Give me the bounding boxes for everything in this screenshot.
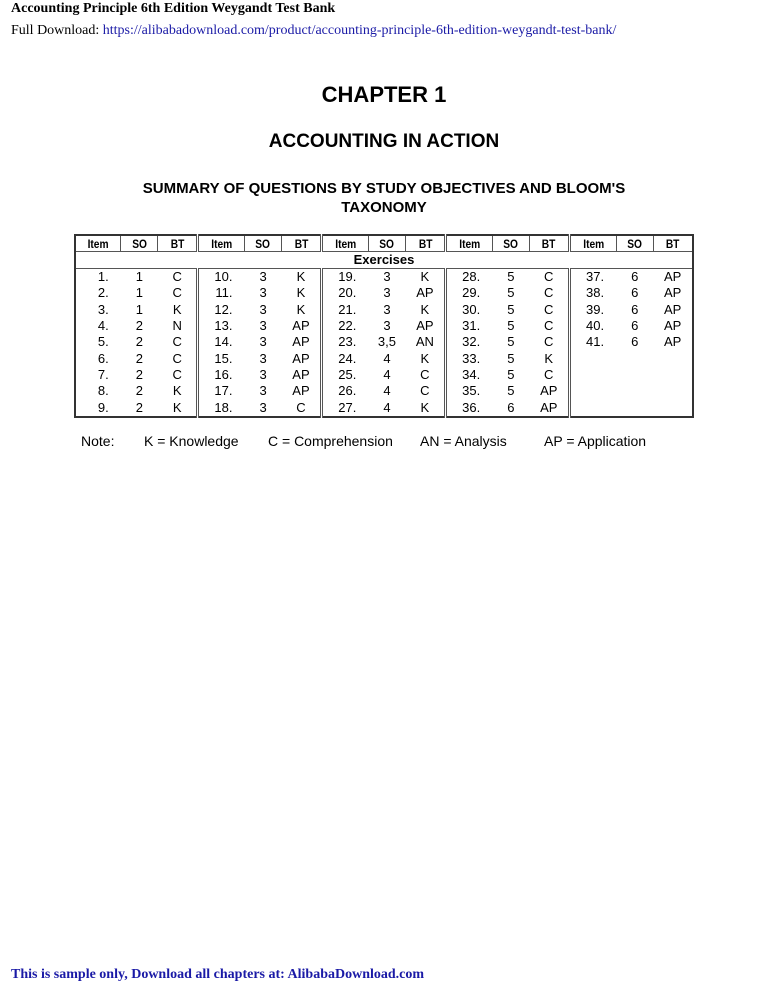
item-cell: 4. xyxy=(97,318,109,334)
item-cell: 41. xyxy=(570,334,617,350)
bt-cell: AP xyxy=(292,383,310,399)
item-cell: 33. xyxy=(446,350,493,366)
so-cell: 1 xyxy=(135,301,143,317)
item-cell: 11. xyxy=(198,285,245,301)
item-cell xyxy=(570,350,617,366)
so-cell: 3 xyxy=(259,350,267,366)
item-cell: 27. xyxy=(322,399,369,416)
bt-cell: K xyxy=(296,301,306,317)
item-cell: 14. xyxy=(198,334,245,350)
item-cell: 19. xyxy=(322,269,369,286)
column-header-so: SO xyxy=(371,235,403,252)
so-cell: 2 xyxy=(135,318,143,334)
item-cell: 30. xyxy=(446,302,493,318)
bt-cell: C xyxy=(544,269,554,285)
item-cell: 13. xyxy=(198,318,245,334)
bt-cell: C xyxy=(544,301,554,317)
column-header-item: Item xyxy=(449,235,489,252)
bt-cell: AP xyxy=(292,318,310,334)
bt-cell: AP xyxy=(540,383,558,399)
so-cell: 6 xyxy=(631,334,639,350)
so-cell: 3 xyxy=(259,383,267,399)
item-cell: 17. xyxy=(198,383,245,399)
so-cell xyxy=(616,350,653,366)
item-cell: 24. xyxy=(322,350,369,366)
column-header-so: SO xyxy=(619,235,651,252)
column-header-item: Item xyxy=(201,235,241,252)
so-cell: 6 xyxy=(631,301,639,317)
bt-cell: C xyxy=(544,285,554,301)
bt-cell: C xyxy=(544,366,554,382)
so-cell: 4 xyxy=(383,366,391,382)
column-header-bt: BT xyxy=(161,235,195,252)
column-header-bt: BT xyxy=(285,235,319,252)
so-cell: 2 xyxy=(135,383,143,399)
item-cell: 7. xyxy=(97,366,109,382)
bt-cell: C xyxy=(172,285,182,301)
table-row xyxy=(75,367,693,383)
so-cell: 5 xyxy=(507,269,515,285)
bt-cell: C xyxy=(296,399,306,415)
so-cell: 3 xyxy=(383,285,391,301)
bt-cell: K xyxy=(172,301,182,317)
table-row xyxy=(75,350,693,366)
so-cell: 1 xyxy=(135,269,143,285)
table-row xyxy=(75,302,693,318)
bt-cell: C xyxy=(544,318,554,334)
so-cell: 5 xyxy=(507,285,515,301)
so-cell: 6 xyxy=(631,318,639,334)
item-cell: 3. xyxy=(97,301,109,317)
summary-table xyxy=(74,234,694,418)
column-header-item: Item xyxy=(573,235,613,252)
so-cell xyxy=(616,383,653,399)
bt-cell: K xyxy=(420,269,430,285)
table-row xyxy=(75,383,693,399)
so-cell: 5 xyxy=(507,383,515,399)
bt-cell: K xyxy=(296,269,306,285)
column-header-so: SO xyxy=(123,235,155,252)
item-cell: 2. xyxy=(97,285,109,301)
item-cell: 23. xyxy=(322,334,369,350)
bt-cell xyxy=(653,383,693,399)
so-cell: 2 xyxy=(135,334,143,350)
bt-cell: K xyxy=(420,301,430,317)
item-cell: 20. xyxy=(322,285,369,301)
bt-cell: AP xyxy=(416,285,434,301)
item-cell: 5. xyxy=(97,334,109,350)
bt-cell: AP xyxy=(292,350,310,366)
bt-cell: AP xyxy=(664,318,682,334)
so-cell: 3 xyxy=(259,301,267,317)
bt-cell: N xyxy=(172,318,182,334)
bt-cell: C xyxy=(544,334,554,350)
bt-cell: C xyxy=(172,366,182,382)
so-cell: 2 xyxy=(135,399,143,415)
so-cell: 3 xyxy=(259,366,267,382)
bt-cell: AP xyxy=(292,366,310,382)
item-cell: 9. xyxy=(97,399,109,415)
chapter-title: ACCOUNTING IN ACTION xyxy=(268,131,500,152)
column-header-bt: BT xyxy=(409,235,443,252)
bt-cell xyxy=(653,399,693,416)
so-cell: 2 xyxy=(135,350,143,366)
so-cell: 3 xyxy=(259,269,267,285)
table-row xyxy=(75,285,693,301)
bt-cell: AP xyxy=(292,334,310,350)
item-cell: 18. xyxy=(198,399,245,416)
bt-cell: K xyxy=(420,399,430,415)
so-cell: 3 xyxy=(383,301,391,317)
bt-cell: AP xyxy=(664,285,682,301)
bt-cell: AP xyxy=(664,301,682,317)
item-cell xyxy=(570,367,617,383)
bt-cell: C xyxy=(172,269,182,285)
so-cell: 5 xyxy=(507,318,515,334)
item-cell: 8. xyxy=(97,383,109,399)
chapter-heading: CHAPTER 1 xyxy=(321,82,447,107)
item-cell: 32. xyxy=(446,334,493,350)
so-cell: 4 xyxy=(383,350,391,366)
item-cell: 34. xyxy=(446,367,493,383)
column-header-so: SO xyxy=(247,235,279,252)
bt-cell: C xyxy=(172,334,182,350)
item-cell: 21. xyxy=(322,302,369,318)
so-cell: 6 xyxy=(631,285,639,301)
bt-cell: AP xyxy=(664,334,682,350)
table-header-row xyxy=(75,235,693,252)
item-cell: 16. xyxy=(198,367,245,383)
item-cell: 6. xyxy=(97,350,109,366)
item-cell: 12. xyxy=(198,302,245,318)
item-cell: 1. xyxy=(97,269,109,285)
column-header-item: Item xyxy=(78,235,117,252)
note-application: AP = Application xyxy=(544,433,647,449)
so-cell: 3 xyxy=(259,318,267,334)
item-cell: 28. xyxy=(446,269,493,286)
table-row xyxy=(75,334,693,350)
bt-cell: C xyxy=(420,366,430,382)
table-row xyxy=(75,318,693,334)
bt-cell: AP xyxy=(416,318,434,334)
so-cell: 4 xyxy=(383,383,391,399)
download-label: Full Download: xyxy=(11,23,103,38)
column-header-so: SO xyxy=(495,235,527,252)
item-cell: 22. xyxy=(322,318,369,334)
item-cell: 25. xyxy=(322,367,369,383)
so-cell: 5 xyxy=(507,366,515,382)
bt-cell: K xyxy=(296,285,306,301)
so-cell: 5 xyxy=(507,334,515,350)
bt-cell: C xyxy=(420,383,430,399)
so-cell xyxy=(616,399,653,416)
so-cell: 3 xyxy=(259,399,267,415)
so-cell: 3 xyxy=(259,334,267,350)
item-cell: 36. xyxy=(446,399,493,416)
summary-title: SUMMARY OF QUESTIONS BY STUDY OBJECTIVES AND BLOOM'S TAXONOMY xyxy=(142,180,626,216)
item-cell: 15. xyxy=(198,350,245,366)
section-label: Exercises xyxy=(75,252,693,269)
document-header-title: Accounting Principle 6th Edition Weygandt Test Bank xyxy=(11,1,336,16)
item-cell: 31. xyxy=(446,318,493,334)
item-cell: 37. xyxy=(570,269,617,286)
so-cell: 4 xyxy=(383,399,391,415)
download-link[interactable]: https://alibabadownload.com/product/accounting-principle-6th-edition-weygandt-test-bank/ xyxy=(102,23,617,38)
so-cell: 3 xyxy=(259,285,267,301)
bt-cell: AP xyxy=(540,399,558,415)
item-cell: 26. xyxy=(322,383,369,399)
note-label: Note: xyxy=(81,433,115,449)
note-knowledge: K = Knowledge xyxy=(144,433,239,449)
column-header-item: Item xyxy=(325,235,365,252)
bt-cell: K xyxy=(420,350,430,366)
so-cell: 3 xyxy=(383,318,391,334)
column-header-bt: BT xyxy=(656,235,690,252)
bt-cell: K xyxy=(172,383,182,399)
item-cell: 40. xyxy=(570,318,617,334)
so-cell: 5 xyxy=(507,350,515,366)
item-cell: 38. xyxy=(570,285,617,301)
download-line xyxy=(11,23,616,39)
bt-cell: C xyxy=(172,350,182,366)
bt-cell: K xyxy=(172,399,182,415)
bt-cell: K xyxy=(544,350,554,366)
bt-cell xyxy=(653,350,693,366)
so-cell: 3,5 xyxy=(377,334,396,350)
so-cell: 6 xyxy=(631,269,639,285)
so-cell: 3 xyxy=(383,269,391,285)
so-cell xyxy=(616,367,653,383)
table-row xyxy=(75,269,693,286)
item-cell: 10. xyxy=(198,269,245,286)
so-cell: 6 xyxy=(507,399,515,415)
item-cell: 29. xyxy=(446,285,493,301)
bt-cell: AN xyxy=(415,334,434,350)
item-cell xyxy=(570,383,617,399)
table-row xyxy=(75,399,693,416)
note-comprehension: C = Comprehension xyxy=(268,433,393,449)
bt-cell xyxy=(653,367,693,383)
footer-notice: This is sample only, Download all chapters at: AlibabaDownload.com xyxy=(11,967,425,982)
note-analysis: AN = Analysis xyxy=(420,433,507,449)
item-cell: 39. xyxy=(570,302,617,318)
so-cell: 5 xyxy=(507,301,515,317)
bt-cell: AP xyxy=(664,269,682,285)
so-cell: 1 xyxy=(135,285,143,301)
item-cell xyxy=(570,399,617,416)
column-header-bt: BT xyxy=(532,235,566,252)
so-cell: 2 xyxy=(135,366,143,382)
item-cell: 35. xyxy=(446,383,493,399)
